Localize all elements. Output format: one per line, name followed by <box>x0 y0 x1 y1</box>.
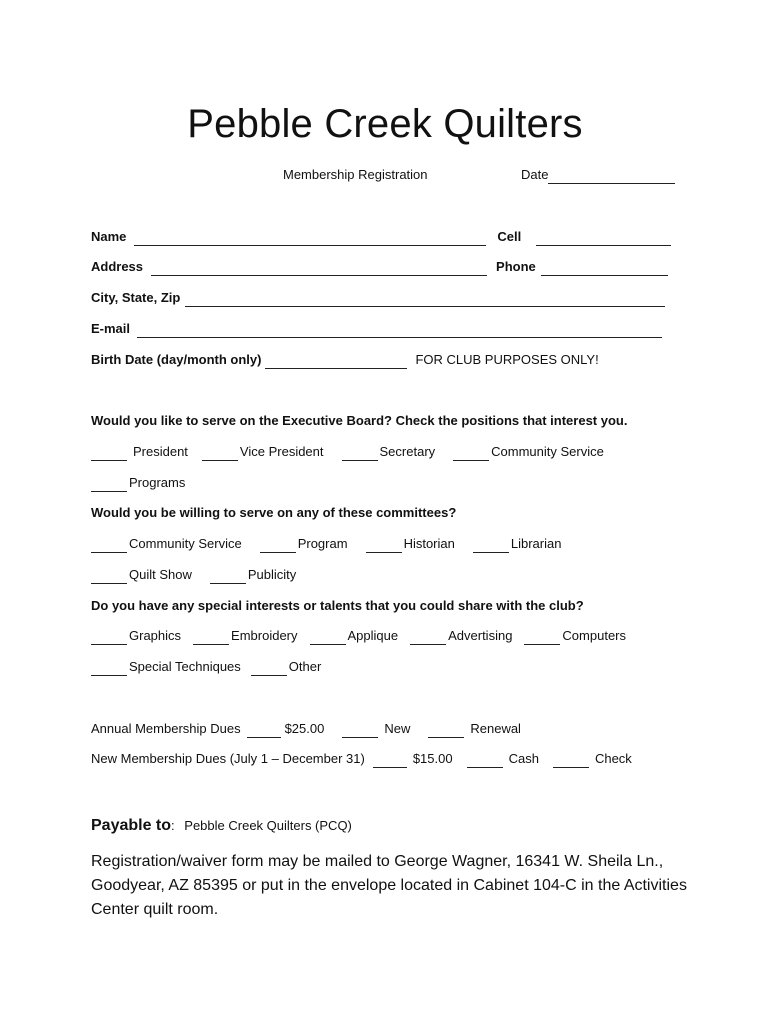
option-program[interactable]: Program <box>260 535 348 553</box>
cell-line[interactable] <box>536 232 671 246</box>
city-row <box>91 289 665 307</box>
committee-options-row-2 <box>91 566 314 584</box>
address-line[interactable] <box>151 262 487 276</box>
option-vice-president[interactable]: Vice President <box>202 443 324 461</box>
birth-date-row <box>91 351 599 369</box>
date-label: Date <box>521 167 549 182</box>
checkbox-line[interactable] <box>251 662 287 676</box>
new-dues-line[interactable] <box>373 754 407 768</box>
checkbox-line[interactable] <box>310 631 346 645</box>
city-state-zip-label: City, State, Zip <box>91 290 181 305</box>
checkbox-line[interactable] <box>366 539 402 553</box>
committee-options-row-1 <box>91 535 579 553</box>
name-label: Name <box>91 229 127 244</box>
payable-to <box>91 815 352 837</box>
checkbox-line[interactable] <box>193 631 229 645</box>
interests-question: Do you have any special interests or talents that you could share with the club? <box>91 598 584 613</box>
payable-colon: : <box>171 818 175 833</box>
executive-options-row-2 <box>91 474 203 492</box>
checkbox-line[interactable] <box>202 447 238 461</box>
birth-date-label: Birth Date (day/month only) <box>91 352 262 367</box>
option-other[interactable]: Other <box>251 658 322 676</box>
checkbox-line[interactable] <box>91 478 127 492</box>
annual-dues-row <box>91 720 521 738</box>
checkbox-line[interactable] <box>473 539 509 553</box>
cash-label: Cash <box>508 751 539 766</box>
option-applique[interactable]: Applique <box>310 627 399 645</box>
annual-dues-line[interactable] <box>247 724 281 738</box>
city-state-zip-line[interactable] <box>185 293 665 307</box>
email-label: E-mail <box>91 321 131 336</box>
interest-options-row-1 <box>91 627 626 645</box>
checkbox-line[interactable] <box>410 631 446 645</box>
committees-question: Would you be willing to serve on any of these committees? <box>91 505 457 520</box>
phone-line[interactable] <box>541 262 668 276</box>
address-label: Address <box>91 259 144 274</box>
checkbox-line[interactable] <box>91 539 127 553</box>
option-publicity[interactable]: Publicity <box>210 566 296 584</box>
cash-check-line[interactable] <box>467 754 503 768</box>
new-check-line[interactable] <box>342 724 378 738</box>
checkbox-line[interactable] <box>210 570 246 584</box>
option-committee-community-service[interactable]: Community Service <box>91 535 242 553</box>
option-quilt-show[interactable]: Quilt Show <box>91 566 192 584</box>
checkbox-line[interactable] <box>524 631 560 645</box>
email-line[interactable] <box>137 324 662 338</box>
annual-dues-amount: $25.00 <box>284 721 325 736</box>
option-embroidery[interactable]: Embroidery <box>193 627 297 645</box>
checkbox-line[interactable] <box>91 631 127 645</box>
new-dues-label: New Membership Dues (July 1 – December 31) <box>91 751 365 766</box>
executive-options-row-1 <box>91 443 622 461</box>
new-label: New <box>384 721 411 736</box>
checkbox-line[interactable] <box>260 539 296 553</box>
option-community-service[interactable]: Community Service <box>453 443 604 461</box>
option-special-techniques[interactable]: Special Techniques <box>91 658 241 676</box>
name-row <box>91 228 671 246</box>
name-line[interactable] <box>134 232 486 246</box>
option-advertising[interactable]: Advertising <box>410 627 512 645</box>
option-president[interactable]: President <box>91 443 188 461</box>
check-label: Check <box>594 751 632 766</box>
option-librarian[interactable]: Librarian <box>473 535 562 553</box>
payable-to-value: Pebble Creek Quilters (PCQ) <box>184 818 352 833</box>
checkbox-line[interactable] <box>91 662 127 676</box>
interest-options-row-2 <box>91 658 339 676</box>
cell-label: Cell <box>497 229 522 244</box>
option-computers[interactable]: Computers <box>524 627 626 645</box>
option-historian[interactable]: Historian <box>366 535 455 553</box>
club-purposes-note: FOR CLUB PURPOSES ONLY! <box>415 352 599 367</box>
option-graphics[interactable]: Graphics <box>91 627 181 645</box>
date-field[interactable] <box>521 166 675 184</box>
option-programs[interactable]: Programs <box>91 474 185 492</box>
payable-to-label: Payable to <box>91 817 172 834</box>
date-line[interactable] <box>548 170 675 184</box>
form-subtitle: Membership Registration <box>283 167 428 182</box>
option-secretary[interactable]: Secretary <box>342 443 436 461</box>
mailing-instructions: Registration/waiver form may be mailed to George Wagner, 16341 W. Sheila Ln., Goodyear, AZ 85395 or put in the envelope located in Cabinet 104-C in the Activities Center quilt room. <box>91 853 687 918</box>
page-title: Pebble Creek Quilters <box>187 102 583 146</box>
phone-label: Phone <box>496 259 536 274</box>
new-dues-row <box>91 750 632 768</box>
renewal-label: Renewal <box>470 721 521 736</box>
executive-question: Would you like to serve on the Executive Board? Check the positions that interest you. <box>91 413 628 428</box>
checkbox-line[interactable] <box>342 447 378 461</box>
checkbox-line[interactable] <box>453 447 489 461</box>
birth-date-line[interactable] <box>265 355 407 369</box>
address-row <box>91 258 668 276</box>
email-row <box>91 320 662 338</box>
new-dues-amount: $15.00 <box>412 751 453 766</box>
checkbox-line[interactable] <box>91 447 127 461</box>
checkbox-line[interactable] <box>91 570 127 584</box>
annual-dues-label: Annual Membership Dues <box>91 721 241 736</box>
renewal-check-line[interactable] <box>428 724 464 738</box>
check-check-line[interactable] <box>553 754 589 768</box>
